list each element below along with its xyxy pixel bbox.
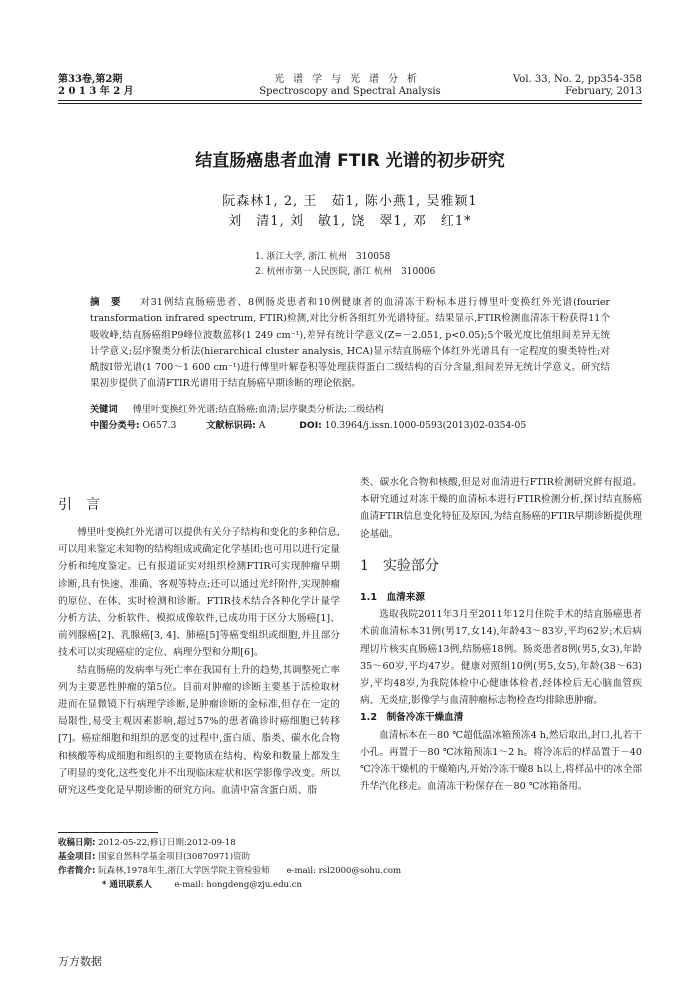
- author-bio-line: 作者简介: 阮森林,1978年生,浙江大学医学院主管检验师 e-mail: rsl2000@sohu.com: [58, 866, 402, 876]
- volume-en: Vol. 33, No. 2, pp354-358: [513, 74, 642, 85]
- affiliation-2: 2. 杭州市第一人民医院, 浙江 杭州 310006: [255, 267, 436, 277]
- doc-code-value: A: [258, 420, 266, 431]
- running-header-right: [513, 74, 642, 98]
- abstract: [90, 295, 610, 393]
- intro-heading: 引 言: [58, 497, 100, 513]
- volume-cn: 第33卷,第2期: [58, 74, 123, 85]
- intro-paragraph-2: 结直肠癌的发病率与死亡率在我国有上升的趋势,其调整死亡率列为主要恶性肿瘤的第5位。目前对肿瘤的诊断主要基于活检取材进而在显微镜下行病理学诊断,是肿瘤诊断的金标准,但存在一定的局限性,易受主观因素影响,超过57%的患者确诊时癌细胞已转移[7]。癌症细胞和组织的恶变的过程中,蛋白质、脂类、碳水化合物和核酸等构成细胞和组织的主要物质在结构、构象和数量上都发生了明显的变化,这些变化并不出现临床症状和医学影像学改变。所以研究这些变化是早期诊断的研究方向。血清中富含蛋白质、脂: [58, 664, 340, 797]
- contact-line: * 通讯联系人 e-mail: hongdeng@zju.edu.cn: [102, 880, 302, 890]
- right-paragraph-1: 类、碳水化合物和核酸,但是对血清进行FTIR检测研究鲜有报道。本研究通过对冻干燥的血清标本进行FTIR检测分析,探讨结直肠癌血清FTIR信息变化特征及原因,为结直肠癌的FTIR早期诊断提供理论基础。: [360, 477, 642, 540]
- journal-name-en: Spectroscopy and Spectral Analysis: [259, 86, 441, 97]
- date-en: February, 2013: [565, 86, 642, 97]
- clc-label: 中图分类号:: [90, 420, 140, 431]
- fund-line: 基金项目: 国家自然科学基金项目(30870971)资助: [58, 852, 251, 862]
- left-column: [58, 524, 340, 799]
- subsection-1-2-text: 血清标本在－80 ℃超低温冰箱预冻4 h,然后取出,封口,扎若干小孔。再置于－80 ℃冰箱预冻1～2 h。将冷冻后的样品置于－40 ℃冷冻干燥机的干燥箱内,开始冷冻干燥8 h以上,将样品中的冰全部升华汽化移走。血清冻干粉保存在－80 ℃冰箱备用。: [360, 729, 642, 793]
- intro-paragraph-1: 傅里叶变换红外光谱可以提供有关分子结构和变化的多种信息,可以用来鉴定未知物的结构组成或确定化学基团;也可用以进行定量分析和纯度鉴定。已有报道证实对组织检测FTIR可实现肿瘤早期诊断,具有快速、准确、客观等特点;还可以通过光纤附件,实现肿瘤的原位、在体、实时检测和诊断。FTIR技术结合各种化学计量学分析方法、分析软件、模拟成像软件,已成功用于区分大肠癌[1]、前列腺癌[2]、乳腺癌[3, 4]、肺癌[5]等癌变组织或细胞,并且部分技术可以实现癌症的定位、病理分型和分期[6]。: [58, 527, 340, 659]
- wanfang-watermark: 万方数据: [58, 955, 102, 968]
- journal-name-cn: 光谱学与光谱分析: [274, 74, 426, 85]
- subsection-1-1-heading: 1.1 血清来源: [360, 592, 425, 604]
- classification: [90, 418, 610, 434]
- header-rule-thin: [58, 103, 642, 104]
- abstract-text: 对31例结直肠癌患者、8例肠炎患者和10例健康者的血清冻干粉标本进行傅里叶变换红外光谱(fourier transformation infrared spectrum, FTIR)检测,对比分析各组红外光谱特征。结果显示,FTIR检测血清冻干粉获得11个吸收峰,结直肠癌组P9峰位波数蓝移(1 249 cm⁻¹),差异有统计学意义(Z=－2.051, p<0.05);5个吸光度比值组间差异无统计学意义;层序聚类分析法(hierarchical cluster analysis, HCA)显示结直肠癌个体红外光谱具有一定程度的聚类特性;对酰胺Ⅰ带光谱(1 700～1 600 cm⁻¹)进行傅里叶解卷积等处理获得蛋白二级结构的百分含量,组间差异无统计学意义。研究结果初步提供了血清FTIR光谱用于结直肠癌早期诊断的理论依据。: [90, 297, 610, 390]
- clc-value: O657.3: [142, 420, 177, 431]
- header-rule: [58, 100, 642, 101]
- doi-value: 10.3964/j.issn.1000-0593(2013)02-0354-05: [324, 420, 527, 431]
- author-line-2: 刘 清1, 刘 敏1, 饶 翠1, 邓 红1*: [228, 214, 472, 229]
- footnote-rule: [58, 832, 158, 833]
- running-header-left: [58, 74, 134, 98]
- footnotes: [58, 836, 642, 892]
- paper-title: 结直肠癌患者血清 FTIR 光谱的初步研究: [195, 151, 505, 171]
- affiliation-1: 1. 浙江大学, 浙江 杭州 310058: [255, 252, 391, 262]
- keywords: [90, 402, 610, 418]
- abstract-label: 摘 要: [90, 297, 122, 308]
- subsection-1-1-text: 选取我院2011年3月至2011年12月住院手术的结直肠癌患者术前血清标本31例(男17,女14),年龄43～83岁,平均62岁;术后病理切片核实直肠癌13例,结肠癌18例。肠炎患者8例(男5,女3),年龄35～60岁,平均47岁。健康对照组10例(男5,女5),年龄(38～63)岁,平均48岁,为我院体检中心健康体检者,经体检后无心脑血管疾病、无炎症,影像学与血清肿瘤标志物检查均排除患肿瘤。: [360, 609, 642, 707]
- keywords-label: 关键词: [90, 404, 118, 415]
- running-header-center: [190, 74, 510, 98]
- received-line: 收稿日期: 2012-05-22,修订日期:2012-09-18: [58, 838, 236, 848]
- date-cn: 2 0 1 3 年 2 月: [58, 86, 134, 97]
- keywords-text: 傅里叶变换红外光谱;结直肠癌;血清;层序聚类分析法;二级结构: [132, 404, 384, 415]
- right-column: [360, 474, 642, 795]
- author-line-1: 阮森林1, 2, 王 茹1, 陈小燕1, 吴雅颖1: [222, 194, 478, 209]
- section-heading: 1 实验部分: [360, 557, 439, 574]
- doc-code-label: 文献标识码:: [206, 420, 256, 431]
- doi-label: DOI:: [299, 420, 322, 431]
- subsection-1-2-heading: 1.2 制备冷冻干燥血清: [360, 712, 464, 724]
